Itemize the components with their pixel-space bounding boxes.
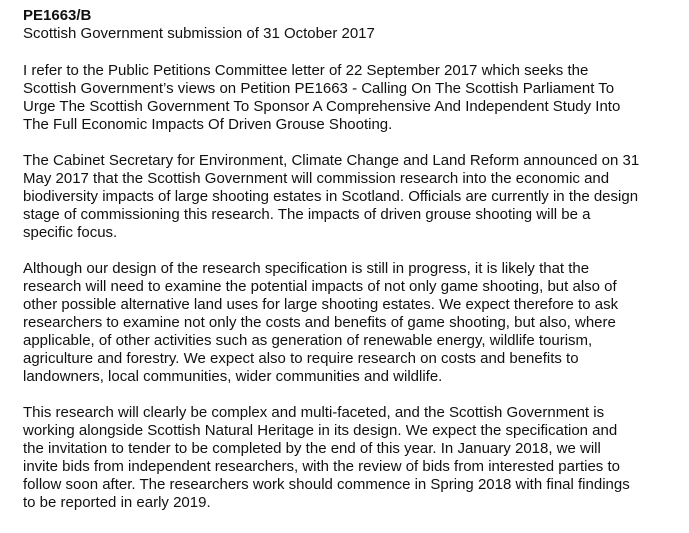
text-line: the invitation to tender to be completed by the end of this year. In January 2018, we will: [23, 440, 601, 457]
text-line: The Full Economic Impacts Of Driven Grouse Shooting.: [23, 116, 393, 133]
text-line: Urge The Scottish Government To Sponsor A Comprehensive And Independent Study Into: [23, 98, 621, 115]
text-line: landowners, local communities, wider communities and wildlife.: [23, 368, 443, 385]
paragraph-announcement: [23, 152, 673, 242]
text-line: follow soon after. The researchers work should commence in Spring 2018 with final findings: [23, 476, 630, 493]
text-line: working alongside Scottish Natural Heritage in its design. We expect the specification and: [23, 422, 618, 439]
text-line: May 2017 that the Scottish Government will commission research into the economic and: [23, 170, 610, 187]
text-line: invite bids from independent researchers, with the review of bids from interested parties to: [23, 458, 620, 475]
text-line: agriculture and forestry. We expect also to require research on costs and benefits to: [23, 350, 579, 367]
text-line: Although our design of the research specification is still in progress, it is likely that the: [23, 260, 590, 277]
text-line: Scottish Government’s views on Petition PE1663 - Calling On The Scottish Parliament To: [23, 80, 615, 97]
text-line: I refer to the Public Petitions Committee letter of 22 September 2017 which seeks the: [23, 62, 589, 79]
text-line: researchers to examine not only the costs and benefits of game shooting, but also, where: [23, 314, 616, 331]
text-line: stage of commissioning this research. The impacts of driven grouse shooting will be a: [23, 206, 591, 223]
text-line: research will need to examine the potential impacts of not only game shooting, but also of: [23, 278, 617, 295]
text-line: biodiversity impacts of large shooting estates in Scotland. Officials are currently in the design: [23, 188, 639, 205]
paragraph-intro: [23, 62, 673, 134]
text-line: This research will clearly be complex and multi-faceted, and the Scottish Government is: [23, 404, 605, 421]
text-line: applicable, of other activities such as generation of renewable energy, wildlife tourism,: [23, 332, 593, 349]
text-line: other possible alternative land uses for large shooting estates. We expect therefore to ask: [23, 296, 619, 313]
text-line: specific focus.: [23, 224, 118, 241]
text-line: to be reported in early 2019.: [23, 494, 211, 511]
text-line: The Cabinet Secretary for Environment, Climate Change and Land Reform announced on 31: [23, 152, 640, 169]
paragraph-timeline: [23, 404, 673, 512]
paragraph-research-design: [23, 260, 673, 386]
petition-reference: PE1663/B: [23, 7, 92, 24]
document-page: [23, 7, 673, 530]
submission-subtitle: Scottish Government submission of 31 October 2017: [23, 25, 375, 42]
